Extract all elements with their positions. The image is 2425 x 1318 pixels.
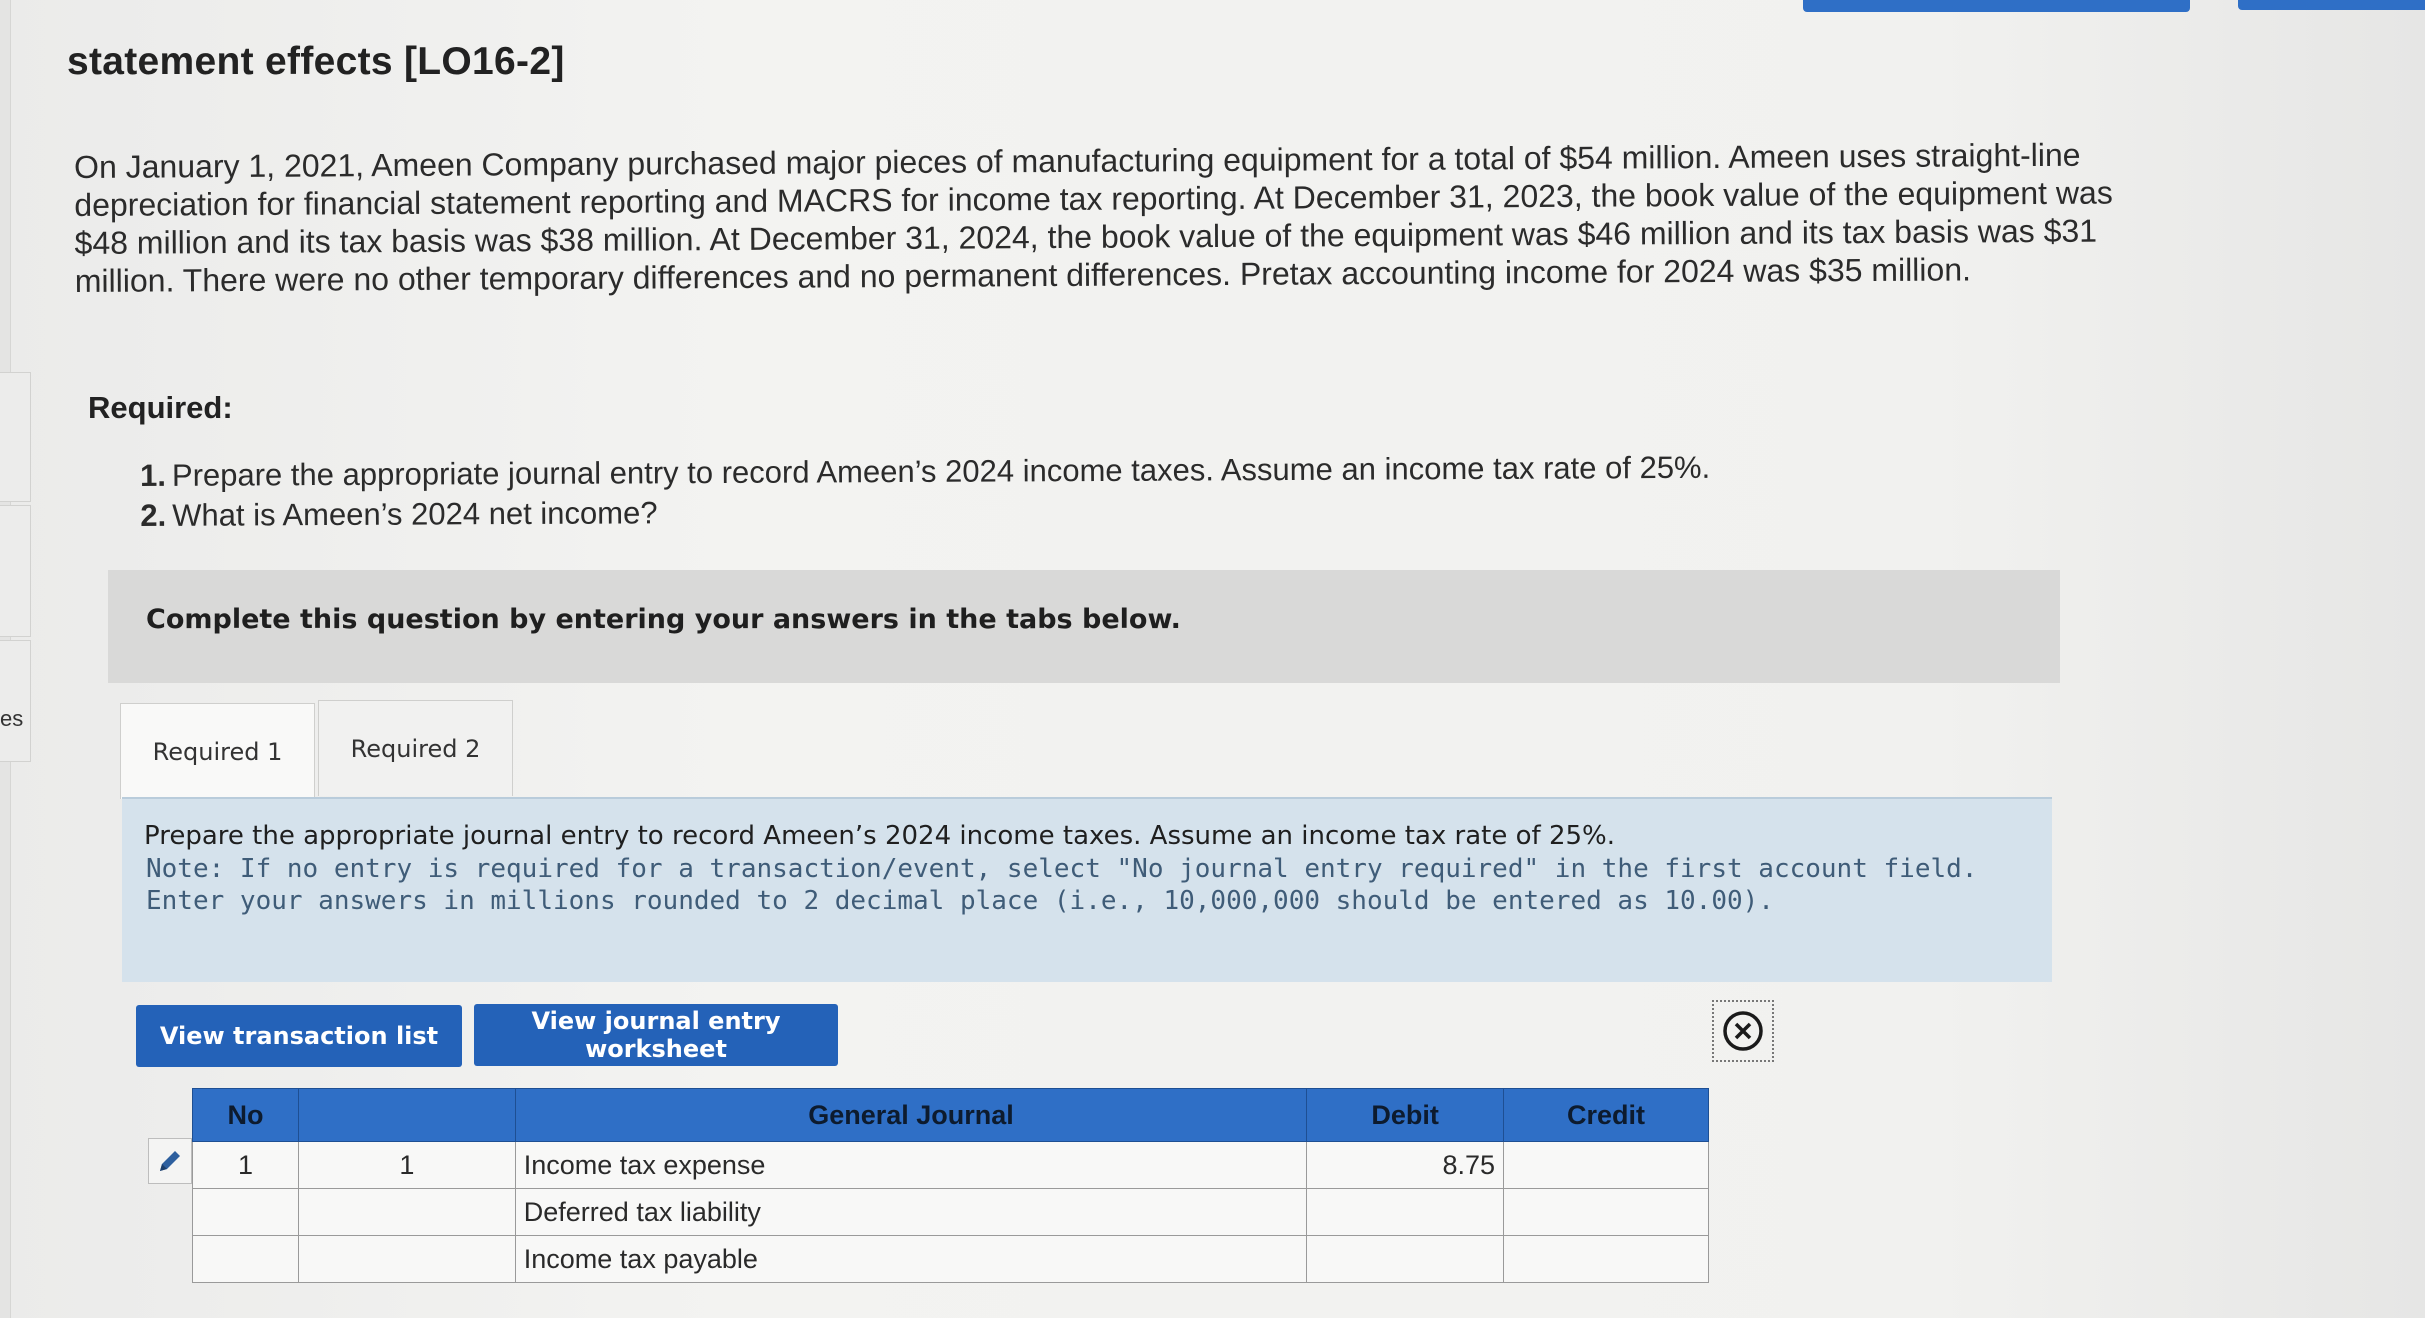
pencil-icon[interactable] bbox=[148, 1138, 192, 1184]
page-title: statement effects [LO16-2] bbox=[67, 40, 565, 83]
cell-no[interactable] bbox=[193, 1189, 299, 1236]
required-heading: Required: bbox=[88, 390, 233, 425]
sidebar-tab[interactable] bbox=[0, 372, 31, 502]
cell-account[interactable]: Income tax payable bbox=[515, 1236, 1306, 1283]
cell-no[interactable]: 1 bbox=[193, 1142, 299, 1189]
top-bar-accent-right bbox=[2238, 0, 2425, 10]
top-bar-accent bbox=[1803, 0, 2190, 12]
table-row bbox=[193, 1236, 1709, 1283]
cell-account[interactable]: Income tax expense bbox=[515, 1142, 1306, 1189]
required-list bbox=[140, 448, 1711, 536]
cell-account[interactable]: Deferred tax liability bbox=[515, 1189, 1306, 1236]
required-item-number: 2. bbox=[140, 497, 167, 533]
column-header-ref bbox=[298, 1089, 515, 1142]
required-item-text: What is Ameen’s 2024 net income? bbox=[172, 495, 658, 533]
problem-statement: On January 1, 2021, Ameen Company purchased major pieces of manufacturing equipment for a total of $54 million. Ameen uses straight-line depreciation for financial statement reporting and MACRS for income tax reporting. At December 31, 2023, the book value of the equipment was $48 million and its tax basis was $38 million. At December 31, 2024, the book value of the equipment was $46 million and its tax basis was $31 million. There were no other temporary differences and no permanent differences. Pretax accounting income for 2024 was $35 million. bbox=[74, 136, 2113, 299]
column-header-general-journal: General Journal bbox=[515, 1089, 1306, 1142]
tab-panel-instructions bbox=[122, 797, 2052, 982]
cell-ref[interactable] bbox=[298, 1189, 515, 1236]
instruction-banner-text: Complete this question by entering your answers in the tabs below. bbox=[146, 604, 1181, 635]
panel-note: Note: If no entry is required for a transaction/event, select "No journal entry required" in the first account field. Enter your answers in millions rounded to 2 decimal place (i.e., 10,000,000 should be entered as 10.00). bbox=[146, 854, 1978, 916]
cell-credit[interactable] bbox=[1504, 1236, 1709, 1283]
journal-entry-table bbox=[192, 1088, 1709, 1283]
close-circle-icon-svg bbox=[1721, 1009, 1765, 1053]
cell-credit[interactable] bbox=[1504, 1142, 1709, 1189]
column-header-credit: Credit bbox=[1504, 1089, 1709, 1142]
column-header-no: No bbox=[193, 1089, 299, 1142]
required-item-text: Prepare the appropriate journal entry to record Ameen’s 2024 income taxes. Assume an income tax rate of 25%. bbox=[171, 449, 1711, 493]
view-transaction-list-button[interactable]: View transaction list bbox=[136, 1005, 462, 1067]
close-circle-icon[interactable] bbox=[1712, 1000, 1774, 1062]
tab-required-2[interactable]: Required 2 bbox=[318, 700, 513, 796]
cell-no[interactable] bbox=[193, 1236, 299, 1283]
tab-required-1[interactable]: Required 1 bbox=[120, 703, 315, 799]
column-header-debit: Debit bbox=[1307, 1089, 1504, 1142]
table-header-row bbox=[193, 1089, 1709, 1142]
panel-instruction: Prepare the appropriate journal entry to record Ameen’s 2024 income taxes. Assume an income tax rate of 25%. bbox=[144, 821, 1616, 851]
required-item-number: 1. bbox=[140, 457, 167, 493]
cell-credit[interactable] bbox=[1504, 1189, 1709, 1236]
view-journal-entry-worksheet-button[interactable]: View journal entry worksheet bbox=[474, 1004, 838, 1066]
cell-debit[interactable] bbox=[1307, 1189, 1504, 1236]
table-row bbox=[193, 1189, 1709, 1236]
cell-ref[interactable]: 1 bbox=[298, 1142, 515, 1189]
cell-debit[interactable] bbox=[1307, 1236, 1504, 1283]
table-row bbox=[193, 1142, 1709, 1189]
required-item bbox=[140, 488, 1710, 536]
sidebar-partial-label[interactable]: es bbox=[0, 706, 24, 731]
cell-ref[interactable] bbox=[298, 1236, 515, 1283]
instruction-banner bbox=[108, 570, 2060, 683]
sidebar-tab[interactable] bbox=[0, 505, 31, 637]
sidebar-tab[interactable] bbox=[0, 640, 31, 762]
pencil-icon-svg bbox=[156, 1147, 184, 1175]
cell-debit[interactable]: 8.75 bbox=[1307, 1142, 1504, 1189]
required-item bbox=[140, 448, 1710, 496]
